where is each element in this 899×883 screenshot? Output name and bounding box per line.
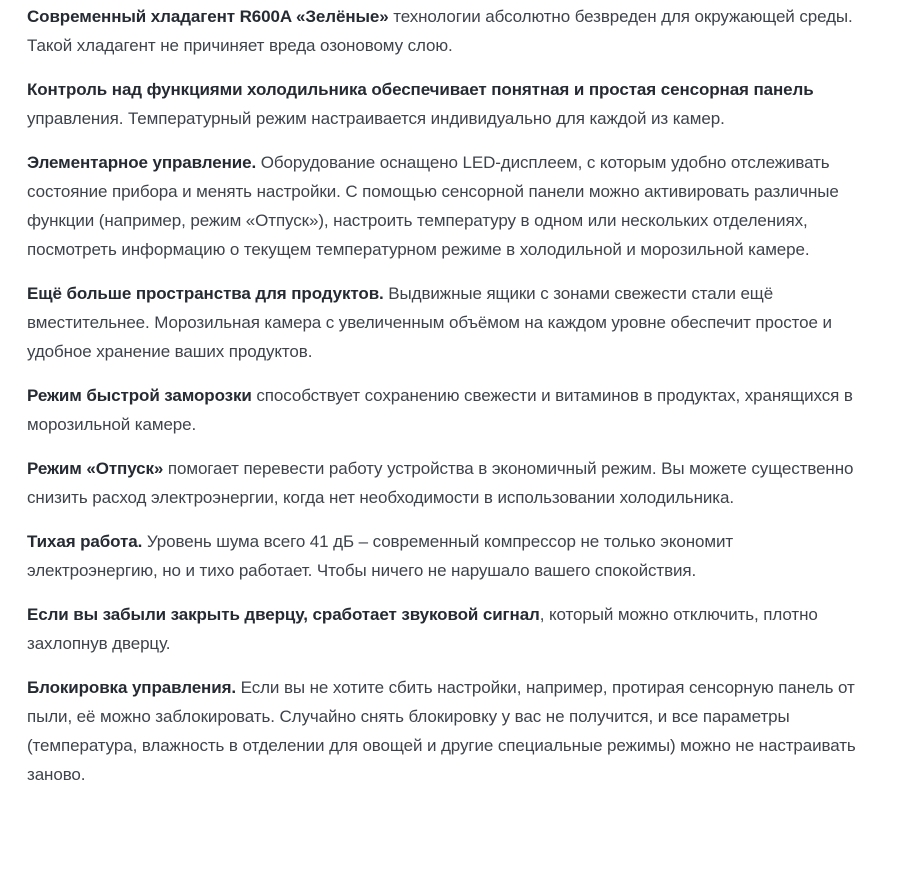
paragraph-body: , который можно отключить, плотно захлопнув дверцу. (27, 605, 818, 653)
paragraph-body: управления. Температурный режим настраивается индивидуально для каждой из камер. (27, 109, 725, 128)
paragraph-body: Уровень шума всего 41 дБ – современный компрессор не только экономит электроэнергию, но и тихо работает. Чтобы ничего не нарушало вашего спокойствия. (27, 532, 734, 580)
paragraph-lead: Режим быстрой заморозки (27, 386, 252, 405)
paragraph-lead: Современный хладагент R600A «Зелёные» (27, 7, 389, 26)
paragraph-control-lock (27, 673, 862, 789)
paragraph-lead: Контроль над функциями холодильника обеспечивает понятная и простая сенсорная панель (27, 80, 814, 99)
paragraph-body: Оборудование оснащено LED-дисплеем, с которым удобно отслеживать состояние прибора и менять настройки. С помощью сенсорной панели можно активировать различные функции (например, режим «Отпуск»), настроить температуру в одном или нескольких отделениях, посмотреть информацию о текущем температурном режиме в холодильной и морозильной камере. (27, 153, 839, 259)
paragraph-lead: Блокировка управления. (27, 678, 237, 697)
paragraph-refrigerant (27, 2, 862, 60)
paragraph-lead: Элементарное управление. (27, 153, 257, 172)
paragraph-body: Выдвижные ящики с зонами свежести стали ещё вместительнее. Морозильная камера с увеличенным объёмом на каждом уровне обеспечит простое и удобное хранение ваших продуктов. (27, 284, 832, 361)
paragraph-body: помогает перевести работу устройства в экономичный режим. Вы можете существенно снизить расход электроэнергии, когда нет необходимости в использовании холодильника. (27, 459, 854, 507)
paragraph-lead: Ещё больше пространства для продуктов. (27, 284, 384, 303)
paragraph-vacation-mode (27, 454, 862, 512)
paragraph-fast-freeze (27, 381, 862, 439)
paragraph-body: способствует сохранению свежести и витаминов в продуктах, хранящихся в морозильной камере. (27, 386, 853, 434)
paragraph-more-space (27, 279, 862, 366)
paragraph-body: технологии абсолютно безвреден для окружающей среды. Такой хладагент не причиняет вреда озоновому слою. (27, 7, 853, 55)
paragraph-lead: Режим «Отпуск» (27, 459, 164, 478)
paragraph-body: Если вы не хотите сбить настройки, например, протирая сенсорную панель от пыли, её можно заблокировать. Случайно снять блокировку у вас не получится, и все параметры (температура, влажность в отделении для овощей и другие специальные режимы) можно не настраивать заново. (27, 678, 856, 784)
paragraph-lead: Тихая работа. (27, 532, 143, 551)
paragraph-control-panel (27, 75, 862, 133)
paragraph-door-alarm (27, 600, 862, 658)
paragraph-lead: Если вы забыли закрыть дверцу, сработает звуковой сигнал (27, 605, 540, 624)
paragraph-quiet-operation (27, 527, 862, 585)
paragraph-simple-control (27, 148, 862, 264)
